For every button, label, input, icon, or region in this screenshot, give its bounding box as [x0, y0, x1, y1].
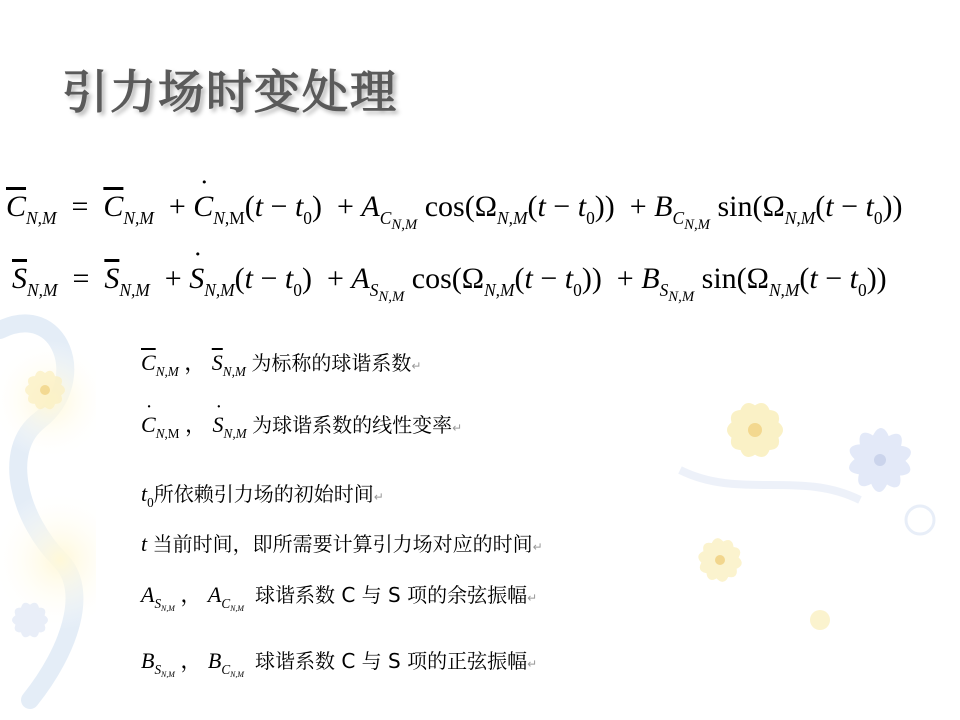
- definition-initial-time: $t_0$所依赖引力场的初始时间↵: [141, 481, 384, 510]
- definition-text: 为球谐系数的线性变率: [252, 413, 453, 437]
- equation-s-coefficient: $\overline{S}_{N,M} = \overline{S}_{N,M}$ + ˙ $S_{N,M}(t - t_0) + A_{S_{N,M}}$ $\cos(\Omega_{N,M}(t - t_0)) + B_{S_{N,M}}$ $\sin(\Omega_{N,M}(t - t_0))$: [12, 262, 887, 306]
- definition-cosine-amplitude: $A_{S_{N,M}}$ ， $A_{C_{N,M}}$ 球谐系数 C 与 S 项的余弦振幅↵: [141, 582, 538, 613]
- definition-text: 为标称的球谐系数: [251, 351, 412, 375]
- definition-current-time: t 当前时间，即所需要计算引力场对应的时间↵: [141, 531, 543, 556]
- definition-text: 所依赖引力场的初始时间: [153, 482, 374, 506]
- definition-sine-amplitude: $B_{S_{N,M}}$ ， $B_{C_{N,M}}$ 球谐系数 C 与 S 项的正弦振幅↵: [141, 648, 538, 679]
- definition-text: 球谐系数 C 与 S 项的余弦振幅: [255, 583, 528, 607]
- definition-nominal-coefficients: $\overline{C}_{N,M}$ ， $\overline{S}_{N,M}$ 为标称的球谐系数↵: [141, 350, 422, 379]
- definition-text: 当前时间，即所需要计算引力场对应的时间: [152, 532, 533, 556]
- definition-linear-rate: ˙ $C_{N,M}$ ， ˙ $S_{N,M}$ 为球谐系数的线性变率↵: [141, 408, 462, 442]
- equation-c-coefficient: $\overline{C}_{N,M} = \overline{C}_{N,M}$ + ˙ $C_{N,M}(t - t_0) + A_{C_{N,M}}$ $\cos(\Omega_{N,M}(t - t_0)) + B_{C_{N,M}}$ $\sin(\Omega_{N,M}(t - t_0))$: [6, 190, 903, 234]
- slide-title: 引力场时变处理: [62, 65, 398, 119]
- definitions-panel: [96, 328, 666, 693]
- definition-text: 球谐系数 C 与 S 项的正弦振幅: [255, 649, 528, 673]
